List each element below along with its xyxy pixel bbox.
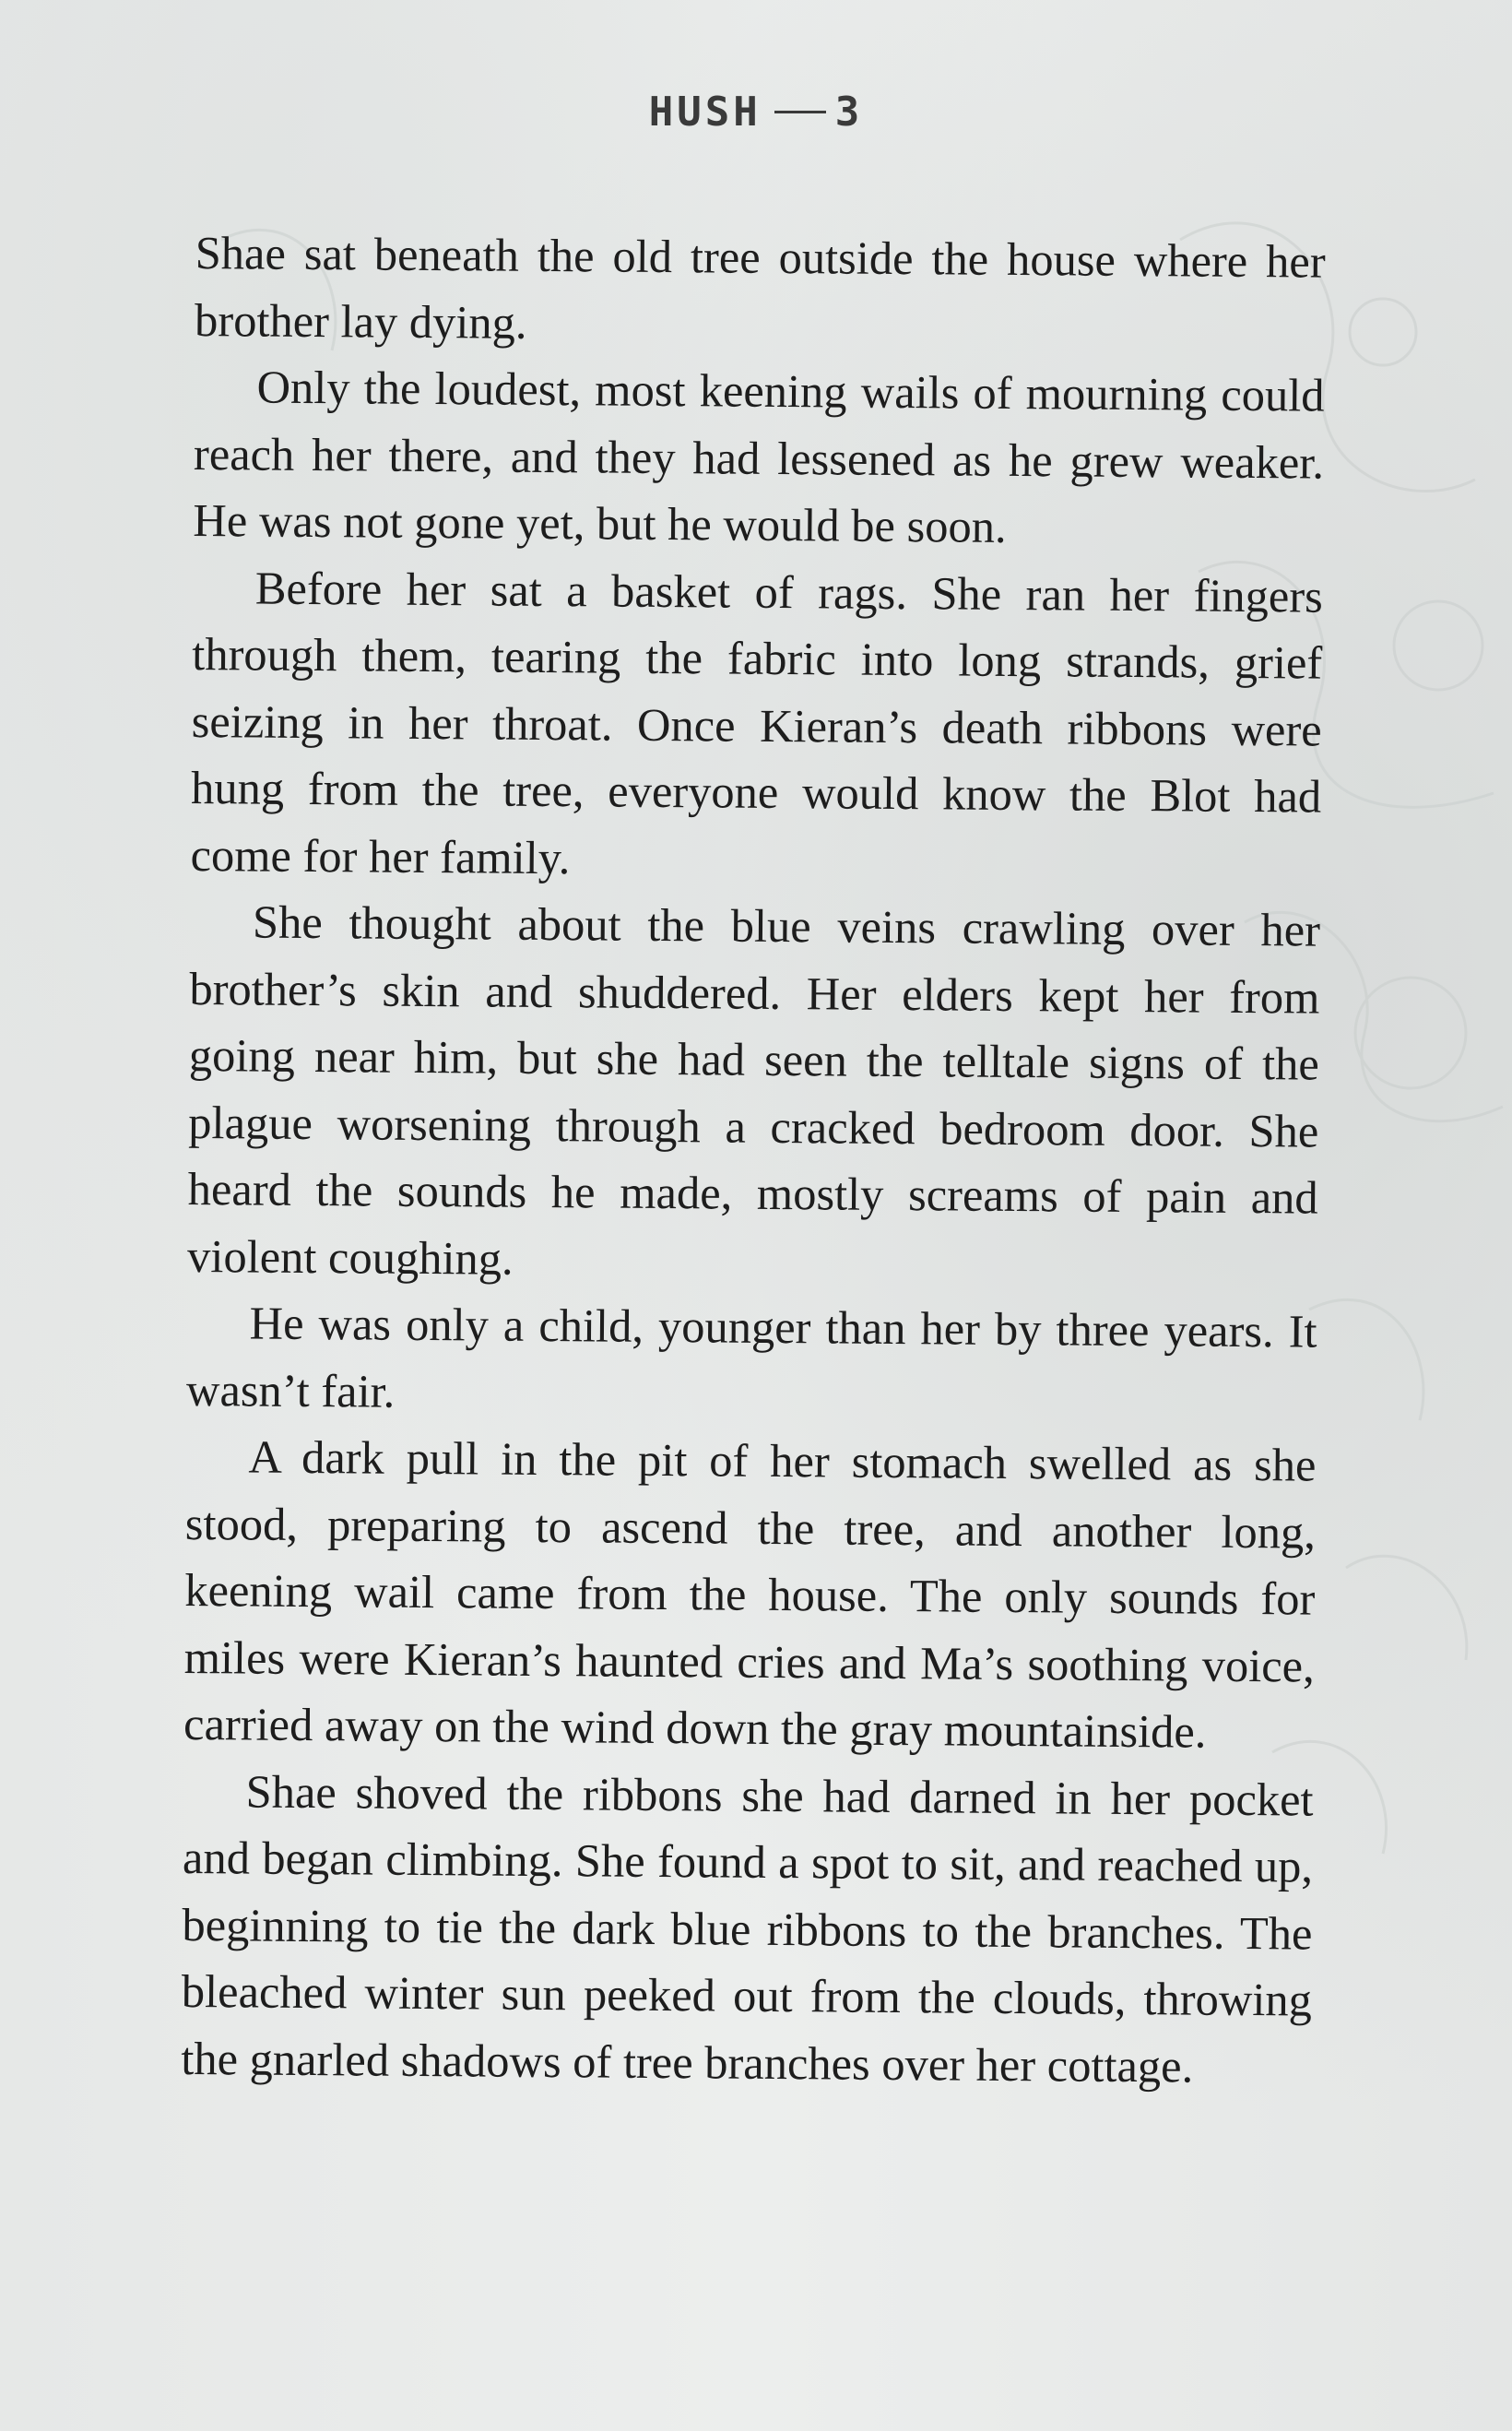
paragraph: A dark pull in the pit of her stomach swelled as she stood, preparing to ascend the tree, and another long, keening wail came from the house. The only sounds for miles were Kieran’s haunted cries and Ma’s soothing voice, carried away on the wind down the gray mountainside. [183,1430,1317,1758]
paragraph: Shae shoved the ribbons she had darned in her pocket and began climbing. She found a spot to sit, and reached up, beginning to tie the dark blue ribbons to the branches. The bleached winter sun peeked out from the clouds, throwing the gnarled shadows of tree branches over her cottage. [181,1764,1314,2093]
paragraph: Only the loudest, most keening wails of mourning could reach her there, and they had lessened as he grew weaker. He was not gone yet, but he would be soon. [193,361,1325,552]
running-header [0,89,1512,136]
page-number: 3 [834,89,864,136]
paragraph: Shae sat beneath the old tree outside the house where her brother lay dying. [194,226,1326,349]
header-title: HUSH [648,89,762,136]
header-dash [774,111,826,113]
paragraph: He was only a child, younger than her by three years. It wasn’t fair. [185,1297,1317,1417]
body-text [181,219,1326,2101]
paragraph: She thought about the blue veins crawling over her brother’s skin and shuddered. Her elders kept her from going near him, but she had seen the telltale signs of the plague worsening through a cracked bedroom door. She heard the sounds he made, mostly screams of pain and violent coughing. [186,895,1321,1285]
paragraph: Before her sat a basket of rags. She ran her fingers through them, tearing the fabric into long strands, grief seizing in her throat. Once Kieran’s death ribbons were hung from the tree, everyone would know the Blot had come for her family. [190,562,1324,883]
